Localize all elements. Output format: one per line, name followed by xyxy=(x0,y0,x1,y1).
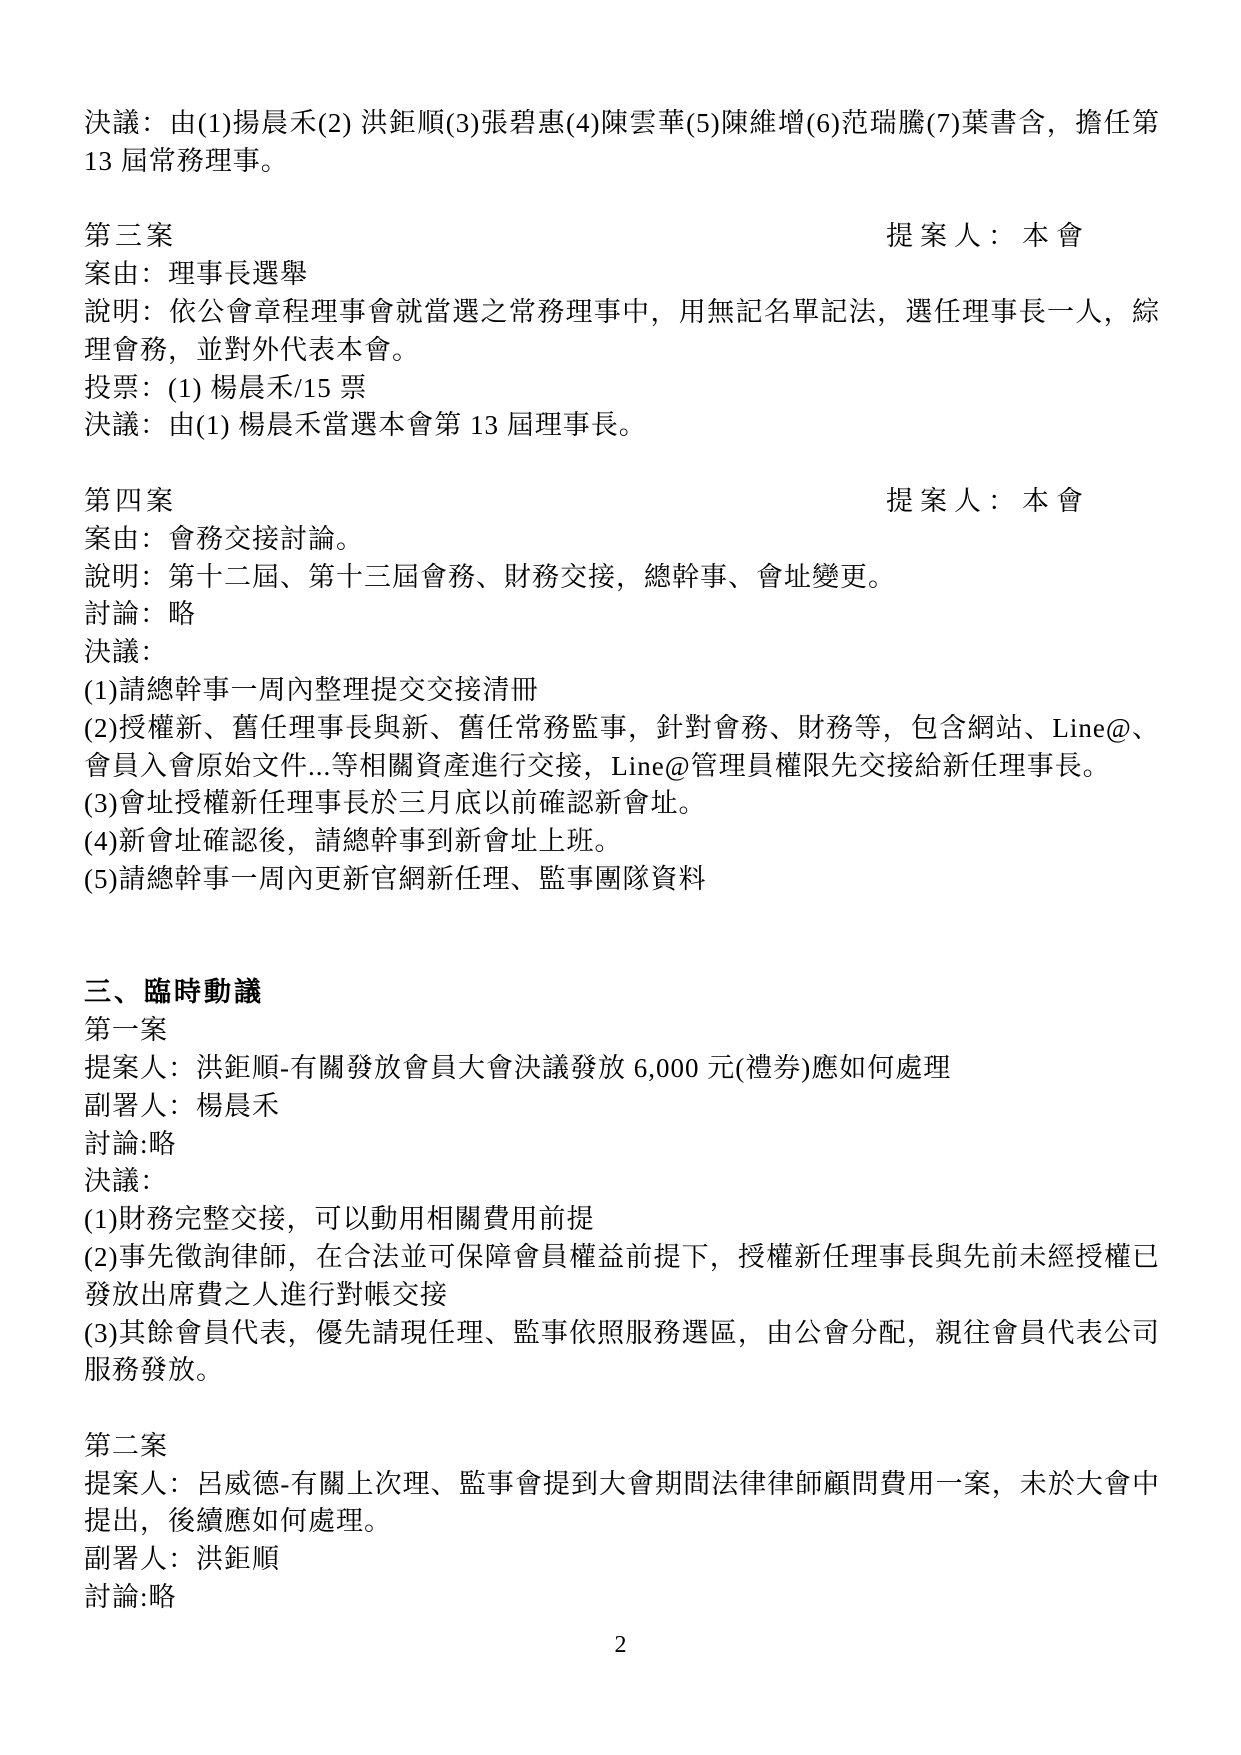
paragraph: 說明：依公會章程理事會就當選之常務理事中，用無記名單記法，選任理事長一人，綜理會務，並對外代表本會。 xyxy=(84,296,1160,365)
blank-line xyxy=(84,899,1160,937)
case-header xyxy=(84,483,1160,521)
case-title: 第三案 xyxy=(84,221,177,252)
paragraph: 討論：略 xyxy=(84,599,196,630)
paragraph: (5)請總幹事一周內更新官網新任理、監事團隊資料 xyxy=(84,863,707,894)
case-title: 第四案 xyxy=(84,485,177,516)
paragraph: 第二案 xyxy=(84,1430,168,1461)
paragraph: 決議： xyxy=(84,637,168,668)
paragraph: (1)請總幹事一周內整理提交交接清冊 xyxy=(84,674,539,705)
paragraph: (2)授權新、舊任理事長與新、舊任常務監事，針對會務、財務等，包含網站、Line@、會員入會原始文件...等相關資產進行交接，Line@管理員權限先交接給新任理事長。 xyxy=(84,712,1160,781)
case-proposer: 提案人：本會 xyxy=(886,485,1090,516)
section-heading: 三、臨時動議 xyxy=(84,977,264,1008)
paragraph: 討論:略 xyxy=(84,1128,177,1159)
paragraph: 副署人：楊晨禾 xyxy=(84,1090,280,1121)
case-proposer: 提案人：本會 xyxy=(886,221,1090,252)
paragraph: (3)會址授權新任理事長於三月底以前確認新會址。 xyxy=(84,788,707,819)
paragraph: 副署人：洪鉅順 xyxy=(84,1544,280,1575)
paragraph: 投票：(1) 楊晨禾/15 票 xyxy=(84,372,368,403)
case-header xyxy=(84,218,1160,256)
page-number: 2 xyxy=(614,1632,627,1658)
paragraph: 說明：第十二屆、第十三屆會務、財務交接，總幹事、會址變更。 xyxy=(84,561,896,592)
paragraph: (1)財務完整交接，可以動用相關費用前提 xyxy=(84,1204,595,1235)
blank-line xyxy=(84,1390,1160,1428)
paragraph: 決議： xyxy=(84,1166,168,1197)
blank-line xyxy=(84,937,1160,975)
paragraph: 決議：由(1) 楊晨禾當選本會第 13 屆理事長。 xyxy=(84,410,647,441)
paragraph: 討論:略 xyxy=(84,1582,177,1613)
paragraph: 案由：會務交接討論。 xyxy=(84,523,364,554)
paragraph: (3)其餘會員代表，優先請現任理、監事依照服務選區，由公會分配，親往會員代表公司服務發放。 xyxy=(84,1317,1160,1386)
blank-line xyxy=(84,445,1160,483)
document-body xyxy=(84,105,1160,1617)
paragraph: (4)新會址確認後，請總幹事到新會址上班。 xyxy=(84,826,623,857)
paragraph: 案由：理事長選舉 xyxy=(84,259,308,290)
paragraph: 第一案 xyxy=(84,1015,168,1046)
blank-line xyxy=(84,181,1160,219)
paragraph: 決議：由(1)揚晨禾(2) 洪鉅順(3)張碧惠(4)陳雲華(5)陳維增(6)范瑞騰(7)葉書含，擔任第 13 屆常務理事。 xyxy=(84,108,1160,176)
paragraph: (2)事先徵詢律師，在合法並可保障會員權益前提下，授權新任理事長與先前未經授權已發放出席費之人進行對帳交接 xyxy=(84,1241,1160,1310)
paragraph: 提案人：呂威德-有關上次理、監事會提到大會期間法律律師顧問費用一案，未於大會中提出，後續應如何處理。 xyxy=(84,1468,1160,1537)
paragraph: 提案人：洪鉅順-有關發放會員大會決議發放 6,000 元(禮券)應如何處理 xyxy=(84,1052,952,1083)
